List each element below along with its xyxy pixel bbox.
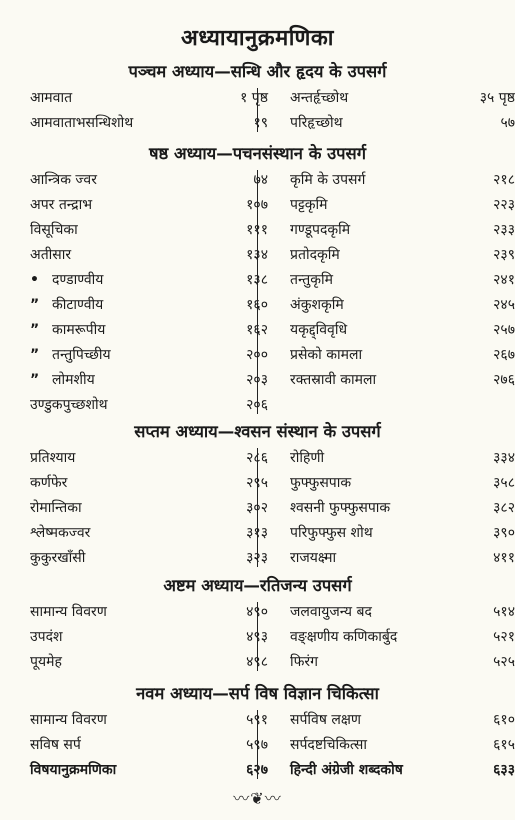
entry-right-title: हिन्दी अंग्रेजी शब्दकोष — [290, 762, 403, 778]
entry-left-page: ४९३ — [246, 629, 268, 645]
entry-right-title: परिहृच्छोथ — [290, 115, 343, 131]
entry-right-page: ६१० — [493, 712, 515, 728]
entry-right-page: २६७ — [493, 347, 515, 363]
entry-left-title: आमवात — [30, 90, 73, 106]
index-row — [0, 758, 515, 783]
entry-left-page: १ पृष्ठ — [240, 90, 268, 106]
entry-left-page: २०६ — [246, 397, 268, 413]
ditto-mark: ” — [30, 297, 40, 313]
index-rows — [0, 446, 515, 571]
entry-left-page: ४९० — [246, 604, 268, 620]
entry-right-title: तन्तुकृमि — [290, 272, 334, 288]
entry-right-title — [282, 393, 460, 418]
index-row — [0, 293, 515, 318]
entry-left-page: १३८ — [246, 272, 268, 288]
entry-left-title — [0, 293, 220, 318]
index-row — [0, 368, 515, 393]
entry-left-page: ३१३ — [246, 525, 268, 541]
page-title: अध्यायानुक्रमणिका — [181, 26, 334, 51]
entry-right-title: श्वसनी फुफ्फुसपाक — [290, 500, 391, 516]
section-heading: षष्ठ अध्याय—पचनसंस्थान के उपसर्ग — [149, 144, 366, 163]
index-row — [0, 86, 515, 111]
entry-right-page: २४१ — [493, 272, 515, 288]
index-row — [0, 318, 515, 343]
entry-right-title: फुफ्फुसपाक — [290, 475, 352, 491]
entry-right-page: ५२१ — [493, 629, 515, 645]
entry-right-page — [460, 393, 515, 418]
index-rows — [0, 86, 515, 136]
entry-right-page: २५७ — [493, 322, 515, 338]
entry-right-title: राजयक्ष्मा — [290, 550, 337, 566]
section-chapter-7 — [0, 418, 515, 571]
section-chapter-9 — [0, 680, 515, 783]
entry-left-page: ६२७ — [246, 762, 268, 778]
entry-right-page: २४५ — [493, 297, 515, 313]
entry-left-title: अतीसार — [30, 247, 72, 263]
entry-left-page: ५९७ — [246, 737, 268, 753]
index-row — [0, 708, 515, 733]
ornament-divider: 〰❦〰 — [233, 789, 282, 808]
ditto-mark: ” — [30, 322, 40, 338]
entry-left-title: रोमान्तिका — [30, 500, 82, 516]
entry-left-page: १९ — [253, 115, 268, 131]
section-heading: अष्टम अध्याय—रतिजन्य उपसर्ग — [163, 576, 352, 595]
entry-right-page: ५७ — [500, 115, 515, 131]
entry-right-title: अंकुशकृमि — [290, 297, 344, 313]
entry-right-title: अन्तर्हृच्छोथ — [290, 90, 349, 106]
index-rows — [0, 600, 515, 675]
entry-left-title: सविष सर्प — [30, 737, 81, 753]
entry-left-title: आमवाताभसन्धिशोथ — [30, 115, 134, 131]
entry-right-page: २७६ — [493, 372, 515, 388]
entry-left-text: तन्तुपिच्छीय — [52, 347, 111, 363]
entry-right-page: ३३४ — [493, 450, 515, 466]
index-row — [0, 733, 515, 758]
entry-left-text: कीटाण्वीय — [52, 297, 104, 313]
index-row — [0, 650, 515, 675]
ditto-mark: ” — [30, 347, 40, 363]
index-row — [0, 168, 515, 193]
index-row — [0, 393, 515, 418]
entry-left-page: १६० — [246, 297, 268, 313]
entry-right-page: ३५८ — [493, 475, 515, 491]
entry-right-title: वङ्क्षणीय कणिकार्बुद — [290, 629, 398, 645]
entry-left-text: कामरूपीय — [52, 322, 106, 338]
entry-left-title: अपर तन्द्राभ — [30, 197, 93, 213]
index-rows — [0, 708, 515, 783]
entry-left-title: उण्डुकपुच्छशोथ — [30, 397, 108, 413]
section-heading: पञ्चम अध्याय—सन्धि और हृदय के उपसर्ग — [128, 62, 387, 81]
entry-left-title: श्लेष्मकज्वर — [30, 525, 91, 541]
index-row — [0, 111, 515, 136]
entry-left-page: १११ — [246, 222, 268, 238]
entry-left-title: प्रतिश्याय — [30, 450, 76, 466]
entry-right-page: २१८ — [493, 172, 515, 188]
entry-left-page: ४९८ — [246, 654, 268, 670]
entry-right-page: ३९० — [493, 525, 515, 541]
entry-left-title: कुकुरखाँसी — [30, 550, 86, 566]
entry-right-page: ६१५ — [493, 737, 515, 753]
entry-right-title: सर्पविष लक्षण — [290, 712, 362, 728]
entry-left-title — [0, 343, 220, 368]
index-row — [0, 218, 515, 243]
entry-left-title: विसूचिका — [30, 222, 78, 238]
index-row — [0, 471, 515, 496]
entry-left-title: पूयमेह — [30, 654, 62, 670]
entry-right-page: २३३ — [493, 222, 515, 238]
entry-right-title: परिफुफ्फुस शोथ — [290, 525, 373, 541]
index-row — [0, 546, 515, 571]
entry-left-page: २०० — [246, 347, 268, 363]
entry-left-page: ३२३ — [246, 550, 268, 566]
entry-left-title — [0, 318, 220, 343]
entry-left-page: ७४ — [253, 172, 268, 188]
entry-right-title: जलवायुजन्य बद — [290, 604, 372, 620]
entry-left-page: १०७ — [246, 197, 268, 213]
entry-right-page: २२३ — [493, 197, 515, 213]
entry-right-title: पट्टकृमि — [290, 197, 328, 213]
entry-right-title: यकृद्द्विवृधि — [290, 322, 348, 338]
index-row — [0, 521, 515, 546]
entry-left-text: दण्डाण्वीय — [52, 272, 104, 288]
index-rows — [0, 168, 515, 418]
section-heading: नवम अध्याय—सर्प विष विज्ञान चिकित्सा — [136, 684, 379, 703]
entry-left-title — [0, 268, 220, 293]
section-chapter-8 — [0, 572, 515, 675]
index-row — [0, 496, 515, 521]
entry-right-title: प्रतोदकृमि — [290, 247, 340, 263]
entry-left-page: ५९१ — [246, 712, 268, 728]
entry-left-page: १६२ — [246, 322, 268, 338]
index-row — [0, 625, 515, 650]
index-row — [0, 243, 515, 268]
entry-left-title: आन्त्रिक ज्वर — [30, 172, 97, 188]
section-heading: सप्तम अध्याय—श्वसन संस्थान के उपसर्ग — [134, 422, 381, 441]
entry-right-title: प्रसेको कामला — [290, 347, 363, 363]
entry-left-title — [0, 368, 220, 393]
index-row — [0, 600, 515, 625]
entry-right-page: ५२५ — [493, 654, 515, 670]
entry-left-title: सामान्य विवरण — [30, 712, 107, 728]
entry-right-page: २३९ — [493, 247, 515, 263]
entry-right-page: ४११ — [493, 550, 515, 566]
entry-right-page: ३५ पृष्ठ — [479, 90, 515, 106]
entry-right-title: फिरंग — [290, 654, 319, 670]
index-row — [0, 268, 515, 293]
entry-right-title: गण्डूपदकृमि — [290, 222, 351, 238]
index-row — [0, 193, 515, 218]
entry-left-page: १३४ — [246, 247, 268, 263]
entry-right-page: ५१४ — [493, 604, 515, 620]
entry-left-page: २८६ — [246, 450, 268, 466]
entry-right-page: ६३३ — [493, 762, 515, 778]
entry-right-title: कृमि के उपसर्ग — [290, 172, 366, 188]
section-chapter-5 — [0, 58, 515, 136]
entry-right-title: रक्तस्रावी कामला — [290, 372, 377, 388]
entry-right-title: सर्पदष्टचिकित्सा — [290, 737, 368, 753]
entry-left-title: उपदंश — [30, 629, 63, 645]
entry-left-page: २०३ — [246, 372, 268, 388]
entry-right-title: रोहिणी — [290, 450, 325, 466]
entry-left-text: लोमशीय — [52, 372, 95, 388]
index-row — [0, 343, 515, 368]
entry-left-page: २९५ — [246, 475, 268, 491]
entry-left-title: विषयानुक्रमणिका — [30, 762, 117, 778]
entry-left-title: सामान्य विवरण — [30, 604, 107, 620]
ditto-mark: • — [30, 272, 39, 288]
entry-left-title: कर्णफेर — [30, 475, 68, 491]
ditto-mark: ” — [30, 372, 40, 388]
index-row — [0, 446, 515, 471]
entry-left-page: ३०२ — [246, 500, 268, 516]
entry-right-page: ३८२ — [493, 500, 515, 516]
section-chapter-6 — [0, 140, 515, 418]
